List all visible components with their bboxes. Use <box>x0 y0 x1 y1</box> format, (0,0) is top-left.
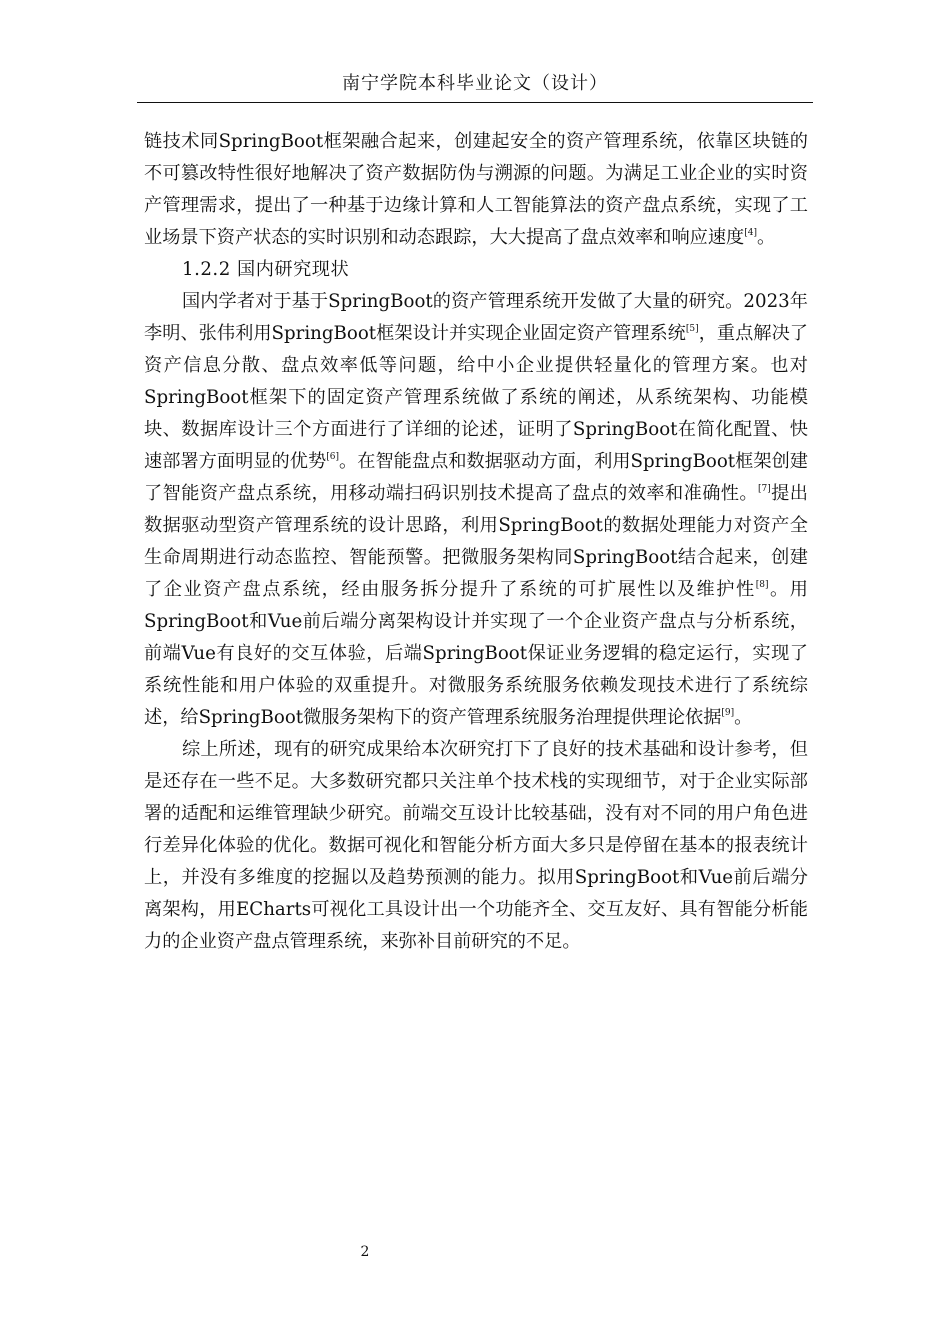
text-run: 综上所述，现有的研究成果给本次研究打下了良好的技术基础和设计参考，但是还存在一些不足。大多数研究都只关注单个技术栈的实现细节，对于企业实际部署的适配和运维管理缺少研究。前端交互设计比较基础，没有对不同的用户角色进行差异化体验的优化。数据可视化和智能分析方面大多只是停留在基本的报表统计上，并没有多维度的挖掘以及趋势预测的能力。拟用SpringBoot和Vue前后端分离架构，用ECharts可视化工具设计出一个功能齐全、交互友好、具有智能分析能力的企业资产盘点管理系统，来弥补目前研究的不足。 <box>144 739 808 952</box>
header-divider <box>137 102 813 103</box>
text-run: 。用SpringBoot和Vue前后端分离架构设计并实现了一个企业资产盘点与分析系统，前端Vue有良好的交互体验，后端SpringBoot保证业务逻辑的稳定运行，实现了系统性能和用户体验的双重提升。对微服务系统服务依赖发现技术进行了系统综述，给SpringBoot微服务架构下的资产管理系统服务治理提供理论依据 <box>144 579 808 728</box>
page-number: 2 <box>360 1244 370 1260</box>
citation: [7] <box>758 484 771 494</box>
page-header-title: 南宁学院本科毕业论文（设计） <box>342 73 608 94</box>
body-text <box>144 126 808 958</box>
text-run: 。 <box>734 707 753 728</box>
section-heading: 1.2.2 国内研究现状 <box>182 259 350 280</box>
citation: [9] <box>721 708 735 718</box>
text-run: 提出数据驱动型资产管理系统的设计思路，利用SpringBoot的数据处理能力对资产全生命周期进行动态监控、智能预警。把微服务架构同SpringBoot结合起来，创建了企业资产盘点系统，经由服务拆分提升了系统的可扩展性以及维护性 <box>144 483 808 600</box>
paragraph-domestic-research <box>144 286 808 734</box>
text-run: 链技术同SpringBoot框架融合起来，创建起安全的资产管理系统，依靠区块链的不可篡改特性很好地解决了资产数据防伪与溯源的问题。为满足工业企业的实时资产管理需求，提出了一种基于边缘计算和人工智能算法的资产盘点系统，实现了工业场景下资产状态的实时识别和动态跟踪，大大提高了盘点效率和响应速度 <box>144 131 808 248</box>
text-run: 。在智能盘点和数据驱动方面，利用SpringBoot框架创建了智能资产盘点系统，用移动端扫码识别技术提高了盘点的效率和准确性。 <box>144 451 808 504</box>
text-run: 。 <box>756 227 776 248</box>
citation: [8] <box>755 580 769 590</box>
paragraph-continued <box>144 126 808 254</box>
text-run: ，重点解决了资产信息分散、盘点效率低等问题，给中小企业提供轻量化的管理方案。也对SpringBoot框架下的固定资产管理系统做了系统的阐述，从系统架构、功能模块、数据库设计三个方面进行了详细的论述，证明了SpringBoot在简化配置、快速部署方面明显的优势 <box>144 323 808 472</box>
citation: [5] <box>685 324 699 334</box>
text-run: 国内学者对于基于SpringBoot的资产管理系统开发做了大量的研究。2023年李明、张伟利用SpringBoot框架设计并实现企业固定资产管理系统 <box>144 291 808 344</box>
paragraph-summary <box>144 734 808 958</box>
citation: [6] <box>326 452 339 462</box>
citation: [4] <box>744 228 757 238</box>
